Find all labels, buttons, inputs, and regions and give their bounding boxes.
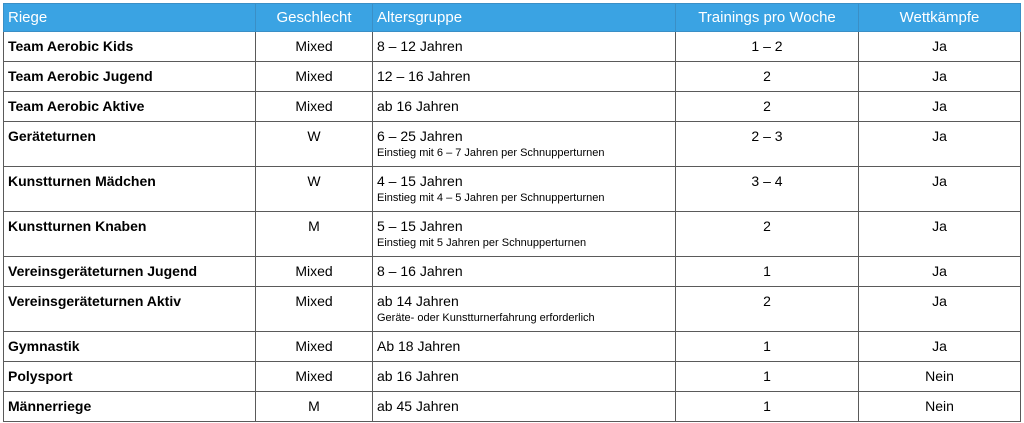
cell-trainings: 2 <box>676 62 859 92</box>
header-geschlecht: Geschlecht <box>256 4 373 32</box>
table-row <box>4 122 1021 167</box>
cell-geschlecht: Mixed <box>256 32 373 62</box>
cell-riege: Polysport <box>4 362 256 392</box>
table-row <box>4 167 1021 212</box>
riegen-table <box>3 3 1021 422</box>
altersgruppe-value: ab 45 Jahren <box>377 398 459 414</box>
altersgruppe-note: Einstieg mit 6 – 7 Jahren per Schnupperturnen <box>377 147 605 159</box>
table-row <box>4 212 1021 257</box>
cell-riege: Team Aerobic Aktive <box>4 92 256 122</box>
cell-trainings: 1 <box>676 332 859 362</box>
cell-riege: Männerriege <box>4 392 256 422</box>
table-row <box>4 62 1021 92</box>
cell-wettkaempfe: Ja <box>859 212 1021 257</box>
table-row <box>4 257 1021 287</box>
cell-riege: Gymnastik <box>4 332 256 362</box>
cell-trainings: 1 <box>676 392 859 422</box>
cell-altersgruppe <box>373 62 676 92</box>
table-header <box>4 4 1021 32</box>
cell-riege: Vereinsgeräteturnen Jugend <box>4 257 256 287</box>
cell-altersgruppe <box>373 392 676 422</box>
cell-altersgruppe <box>373 362 676 392</box>
cell-riege: Kunstturnen Mädchen <box>4 167 256 212</box>
table-row <box>4 92 1021 122</box>
header-altersgruppe: Altersgruppe <box>373 4 676 32</box>
header-riege: Riege <box>4 4 256 32</box>
cell-geschlecht: Mixed <box>256 92 373 122</box>
altersgruppe-value: ab 16 Jahren <box>377 98 459 114</box>
altersgruppe-value: 8 – 12 Jahren <box>377 38 463 54</box>
cell-wettkaempfe: Ja <box>859 257 1021 287</box>
cell-wettkaempfe: Ja <box>859 167 1021 212</box>
cell-geschlecht: W <box>256 167 373 212</box>
cell-geschlecht: Mixed <box>256 332 373 362</box>
cell-wettkaempfe: Ja <box>859 122 1021 167</box>
cell-altersgruppe <box>373 257 676 287</box>
cell-wettkaempfe: Ja <box>859 332 1021 362</box>
cell-trainings: 1 <box>676 362 859 392</box>
cell-trainings: 2 – 3 <box>676 122 859 167</box>
cell-riege: Kunstturnen Knaben <box>4 212 256 257</box>
cell-geschlecht: Mixed <box>256 362 373 392</box>
cell-wettkaempfe: Nein <box>859 392 1021 422</box>
altersgruppe-note: Geräte- oder Kunstturnerfahrung erforderlich <box>377 312 595 324</box>
cell-altersgruppe <box>373 167 676 212</box>
cell-trainings: 1 – 2 <box>676 32 859 62</box>
cell-geschlecht: Mixed <box>256 62 373 92</box>
cell-wettkaempfe: Ja <box>859 287 1021 332</box>
altersgruppe-value: ab 16 Jahren <box>377 368 459 384</box>
altersgruppe-value: 6 – 25 Jahren <box>377 128 463 144</box>
cell-trainings: 3 – 4 <box>676 167 859 212</box>
altersgruppe-value: 12 – 16 Jahren <box>377 68 471 84</box>
altersgruppe-value: 4 – 15 Jahren <box>377 173 463 189</box>
altersgruppe-note: Einstieg mit 4 – 5 Jahren per Schnupperturnen <box>377 192 605 204</box>
cell-altersgruppe <box>373 212 676 257</box>
cell-altersgruppe <box>373 92 676 122</box>
riegen-table-container <box>3 3 1021 422</box>
cell-riege: Team Aerobic Kids <box>4 32 256 62</box>
altersgruppe-value: Ab 18 Jahren <box>377 338 461 354</box>
cell-riege: Team Aerobic Jugend <box>4 62 256 92</box>
cell-altersgruppe <box>373 287 676 332</box>
cell-wettkaempfe: Ja <box>859 32 1021 62</box>
altersgruppe-value: ab 14 Jahren <box>377 293 459 309</box>
table-body <box>4 32 1021 422</box>
cell-trainings: 2 <box>676 212 859 257</box>
header-wettkaempfe: Wettkämpfe <box>859 4 1021 32</box>
table-row <box>4 32 1021 62</box>
cell-geschlecht: W <box>256 122 373 167</box>
cell-geschlecht: Mixed <box>256 257 373 287</box>
table-row <box>4 362 1021 392</box>
cell-geschlecht: Mixed <box>256 287 373 332</box>
altersgruppe-value: 5 – 15 Jahren <box>377 218 463 234</box>
header-trainings: Trainings pro Woche <box>676 4 859 32</box>
altersgruppe-note: Einstieg mit 5 Jahren per Schnupperturnen <box>377 237 587 249</box>
cell-wettkaempfe: Nein <box>859 362 1021 392</box>
cell-wettkaempfe: Ja <box>859 62 1021 92</box>
altersgruppe-value: 8 – 16 Jahren <box>377 263 463 279</box>
cell-riege: Geräteturnen <box>4 122 256 167</box>
cell-geschlecht: M <box>256 212 373 257</box>
table-row <box>4 287 1021 332</box>
cell-altersgruppe <box>373 32 676 62</box>
cell-trainings: 2 <box>676 287 859 332</box>
table-row <box>4 332 1021 362</box>
cell-altersgruppe <box>373 332 676 362</box>
cell-trainings: 2 <box>676 92 859 122</box>
cell-altersgruppe <box>373 122 676 167</box>
cell-wettkaempfe: Ja <box>859 92 1021 122</box>
cell-riege: Vereinsgeräteturnen Aktiv <box>4 287 256 332</box>
header-row <box>4 4 1021 32</box>
table-row <box>4 392 1021 422</box>
cell-geschlecht: M <box>256 392 373 422</box>
cell-trainings: 1 <box>676 257 859 287</box>
